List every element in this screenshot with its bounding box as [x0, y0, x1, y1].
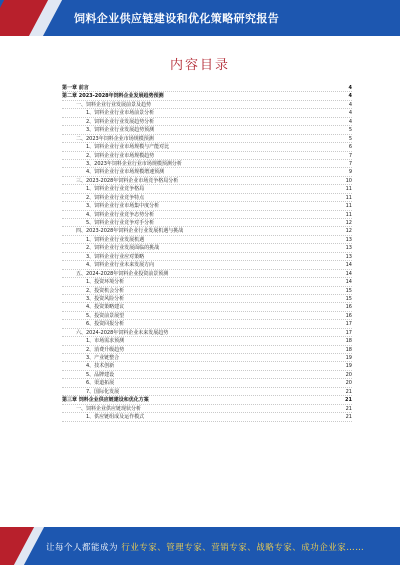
toc-entry-title: 2、投资机会分析 — [86, 287, 125, 294]
toc-entry-page: 13 — [345, 253, 352, 260]
toc-entry[interactable] — [62, 337, 352, 345]
table-of-contents — [62, 84, 352, 422]
toc-entry-page: 5 — [348, 135, 352, 142]
toc-entry-title: 第三章 饲料企业供应链建设和优化方案 — [62, 397, 149, 404]
toc-entry-title: 3、饲料企业行业发展趋势预测 — [86, 127, 155, 134]
toc-entry[interactable] — [62, 219, 352, 227]
footer-slogan — [46, 541, 364, 553]
toc-entry-title: 一、饲料企业行业发展前景及趋势 — [76, 101, 152, 108]
toc-entry[interactable] — [62, 177, 352, 185]
toc-entry[interactable] — [62, 227, 352, 235]
toc-entry-page: 6 — [348, 144, 352, 151]
slogan-prefix: 让每个人都能成为 — [46, 543, 119, 553]
toc-entry[interactable] — [62, 329, 352, 337]
toc-entry-page: 18 — [345, 346, 352, 353]
toc-entry-title: 3、2023年饲料企业行业市场规模预测分析 — [86, 160, 182, 167]
toc-entry-page: 17 — [345, 321, 352, 328]
toc-entry-page: 10 — [345, 177, 352, 184]
toc-entry-title: 2、饲料企业行业发展趋势分析 — [86, 118, 155, 125]
toc-entry-title: 3、饲料企业行业应对策略 — [86, 253, 145, 260]
toc-entry-page: 11 — [345, 203, 352, 210]
toc-entry-page: 19 — [345, 355, 352, 361]
toc-entry-title: 三、2023-2028年饲料企业市场竞争格局分析 — [76, 177, 179, 184]
toc-entry[interactable] — [62, 261, 352, 269]
toc-entry-page: 21 — [345, 414, 352, 421]
toc-entry[interactable] — [62, 92, 352, 100]
toc-entry-page: 16 — [345, 312, 352, 319]
toc-entry[interactable] — [62, 396, 352, 404]
toc-entry-title: 1、饲料企业行业市场规模与产能对比 — [86, 144, 170, 151]
toc-entry-page: 7 — [348, 152, 352, 159]
toc-entry[interactable] — [62, 270, 352, 278]
toc-entry[interactable] — [62, 101, 352, 109]
toc-entry-page: 17 — [345, 329, 352, 336]
toc-entry-title: 六、2024-2028年饲料企业未来发展趋势 — [76, 329, 169, 336]
toc-entry[interactable] — [62, 244, 352, 252]
toc-entry-title: 四、2023-2028年饲料企业行业发展机遇与挑战 — [76, 228, 184, 235]
toc-entry-title: 1、市场需求预测 — [86, 338, 125, 345]
toc-entry-page: 14 — [345, 279, 352, 286]
toc-heading: 内容目录 — [169, 58, 230, 73]
toc-entry[interactable] — [62, 362, 352, 370]
toc-entry-page: 4 — [348, 93, 352, 100]
toc-entry-page: 21 — [345, 405, 352, 412]
toc-entry-page: 4 — [348, 101, 352, 108]
toc-entry-title: 4、饲料企业行业市场规模增速预测 — [86, 169, 165, 176]
toc-entry[interactable] — [62, 211, 352, 219]
toc-entry-page: 13 — [345, 236, 352, 243]
toc-entry-title: 1、饲料企业行业市场前景分析 — [86, 110, 155, 117]
toc-entry[interactable] — [62, 126, 352, 134]
toc-entry[interactable] — [62, 143, 352, 151]
toc-entry-page: 7 — [348, 160, 352, 167]
toc-entry-page: 12 — [345, 228, 352, 235]
toc-entry-title: 3、产业链整合 — [86, 355, 120, 361]
toc-entry[interactable] — [62, 405, 352, 413]
toc-entry-page: 13 — [345, 245, 352, 252]
toc-entry-page: 20 — [345, 380, 352, 387]
toc-entry-page: 16 — [345, 304, 352, 311]
toc-entry-title: 5、饲料企业行业竞争对手分析 — [86, 220, 155, 226]
toc-entry[interactable] — [62, 84, 352, 92]
toc-entry-page: 11 — [345, 211, 352, 218]
toc-entry[interactable] — [62, 109, 352, 117]
toc-entry-page: 20 — [345, 371, 352, 378]
toc-entry-page: 19 — [345, 363, 352, 370]
toc-entry-page: 4 — [348, 85, 352, 91]
toc-entry-title: 4、投资策略建议 — [86, 304, 125, 311]
toc-entry-page: 18 — [345, 338, 352, 345]
toc-entry-title: 2、饲料企业行业市场规模趋势 — [86, 152, 155, 159]
toc-entry-page: 11 — [345, 186, 352, 193]
toc-entry[interactable] — [62, 303, 352, 311]
toc-entry-page: 4 — [348, 110, 352, 117]
slogan-roles: 行业专家、管理专家、营销专家、战略专家、成功企业家…… — [121, 543, 365, 553]
toc-entry[interactable] — [62, 168, 352, 176]
toc-entry[interactable] — [62, 312, 352, 320]
report-header-bar — [0, 0, 400, 36]
toc-entry[interactable] — [62, 278, 352, 286]
toc-entry-title: 7、国际化发展 — [86, 388, 120, 395]
toc-entry[interactable] — [62, 118, 352, 126]
toc-entry[interactable] — [62, 320, 352, 328]
toc-entry[interactable] — [62, 152, 352, 160]
toc-entry[interactable] — [62, 295, 352, 303]
toc-entry[interactable] — [62, 194, 352, 202]
toc-entry-title: 6、渠道拓展 — [86, 380, 115, 387]
toc-entry-title: 二、2023年饲料企业市场规模预测 — [76, 135, 154, 142]
toc-entry[interactable] — [62, 346, 352, 354]
toc-entry-title: 5、投资前景展望 — [86, 312, 125, 319]
toc-entry[interactable] — [62, 236, 352, 244]
toc-entry-title: 第二章 2023-2028年饲料企业发展趋势预测 — [62, 93, 164, 100]
toc-entry-page: 5 — [348, 127, 352, 134]
toc-entry-title: 2、饲料企业行业发展面临的挑战 — [86, 245, 160, 252]
toc-entry[interactable] — [62, 388, 352, 396]
toc-entry-page: 14 — [345, 270, 352, 277]
toc-entry-page: 15 — [345, 295, 352, 302]
toc-entry-page: 14 — [345, 262, 352, 269]
toc-entry[interactable] — [62, 287, 352, 295]
report-title: 饲料企业供应链建设和优化策略研究报告 — [74, 12, 280, 25]
toc-entry-title: 4、技术创新 — [86, 363, 115, 370]
toc-entry-title: 一、饲料企业供应链现状分析 — [76, 405, 142, 412]
toc-entry[interactable] — [62, 354, 352, 362]
toc-entry-title: 3、投资风险分析 — [86, 295, 125, 302]
toc-entry-title: 五、2024-2028年饲料企业投资前景预测 — [76, 270, 169, 277]
toc-entry-title: 2、饲料企业行业竞争特点 — [86, 194, 145, 201]
toc-entry-title: 5、品牌建设 — [86, 371, 115, 378]
toc-entry-title: 1、投资环境分析 — [86, 279, 125, 286]
toc-entry-title: 6、投资回报分析 — [86, 321, 125, 328]
toc-entry-page: 9 — [348, 169, 352, 176]
toc-entry[interactable] — [62, 160, 352, 168]
toc-entry-title: 4、饲料企业行业未来发展方向 — [86, 262, 155, 269]
toc-entry[interactable] — [62, 371, 352, 379]
toc-entry-page: 15 — [345, 287, 352, 294]
toc-entry-page: 4 — [348, 118, 352, 125]
toc-entry-page: 21 — [345, 397, 352, 404]
toc-entry[interactable] — [62, 202, 352, 210]
toc-entry-title: 1、供应链组成及运作模式 — [86, 414, 145, 421]
toc-entry[interactable] — [62, 135, 352, 143]
toc-entry-title: 1、饲料企业行业竞争格局 — [86, 186, 145, 193]
toc-entry-page: 11 — [345, 194, 352, 201]
toc-entry-page: 12 — [345, 220, 352, 226]
toc-entry-title: 第一章 前言 — [62, 85, 89, 91]
toc-entry-title: 3、饲料企业行业市场集中度分析 — [86, 203, 160, 210]
toc-entry[interactable] — [62, 185, 352, 193]
toc-entry[interactable] — [62, 379, 352, 387]
toc-entry-title: 4、饲料企业行业竞争态势分析 — [86, 211, 155, 218]
report-footer-bar — [0, 527, 400, 565]
toc-entry-title: 2、消费升级趋势 — [86, 346, 125, 353]
toc-entry[interactable] — [62, 413, 352, 421]
toc-entry-page: 21 — [345, 388, 352, 395]
toc-entry-title: 1、饲料企业行业发展机遇 — [86, 236, 145, 243]
toc-entry[interactable] — [62, 253, 352, 261]
